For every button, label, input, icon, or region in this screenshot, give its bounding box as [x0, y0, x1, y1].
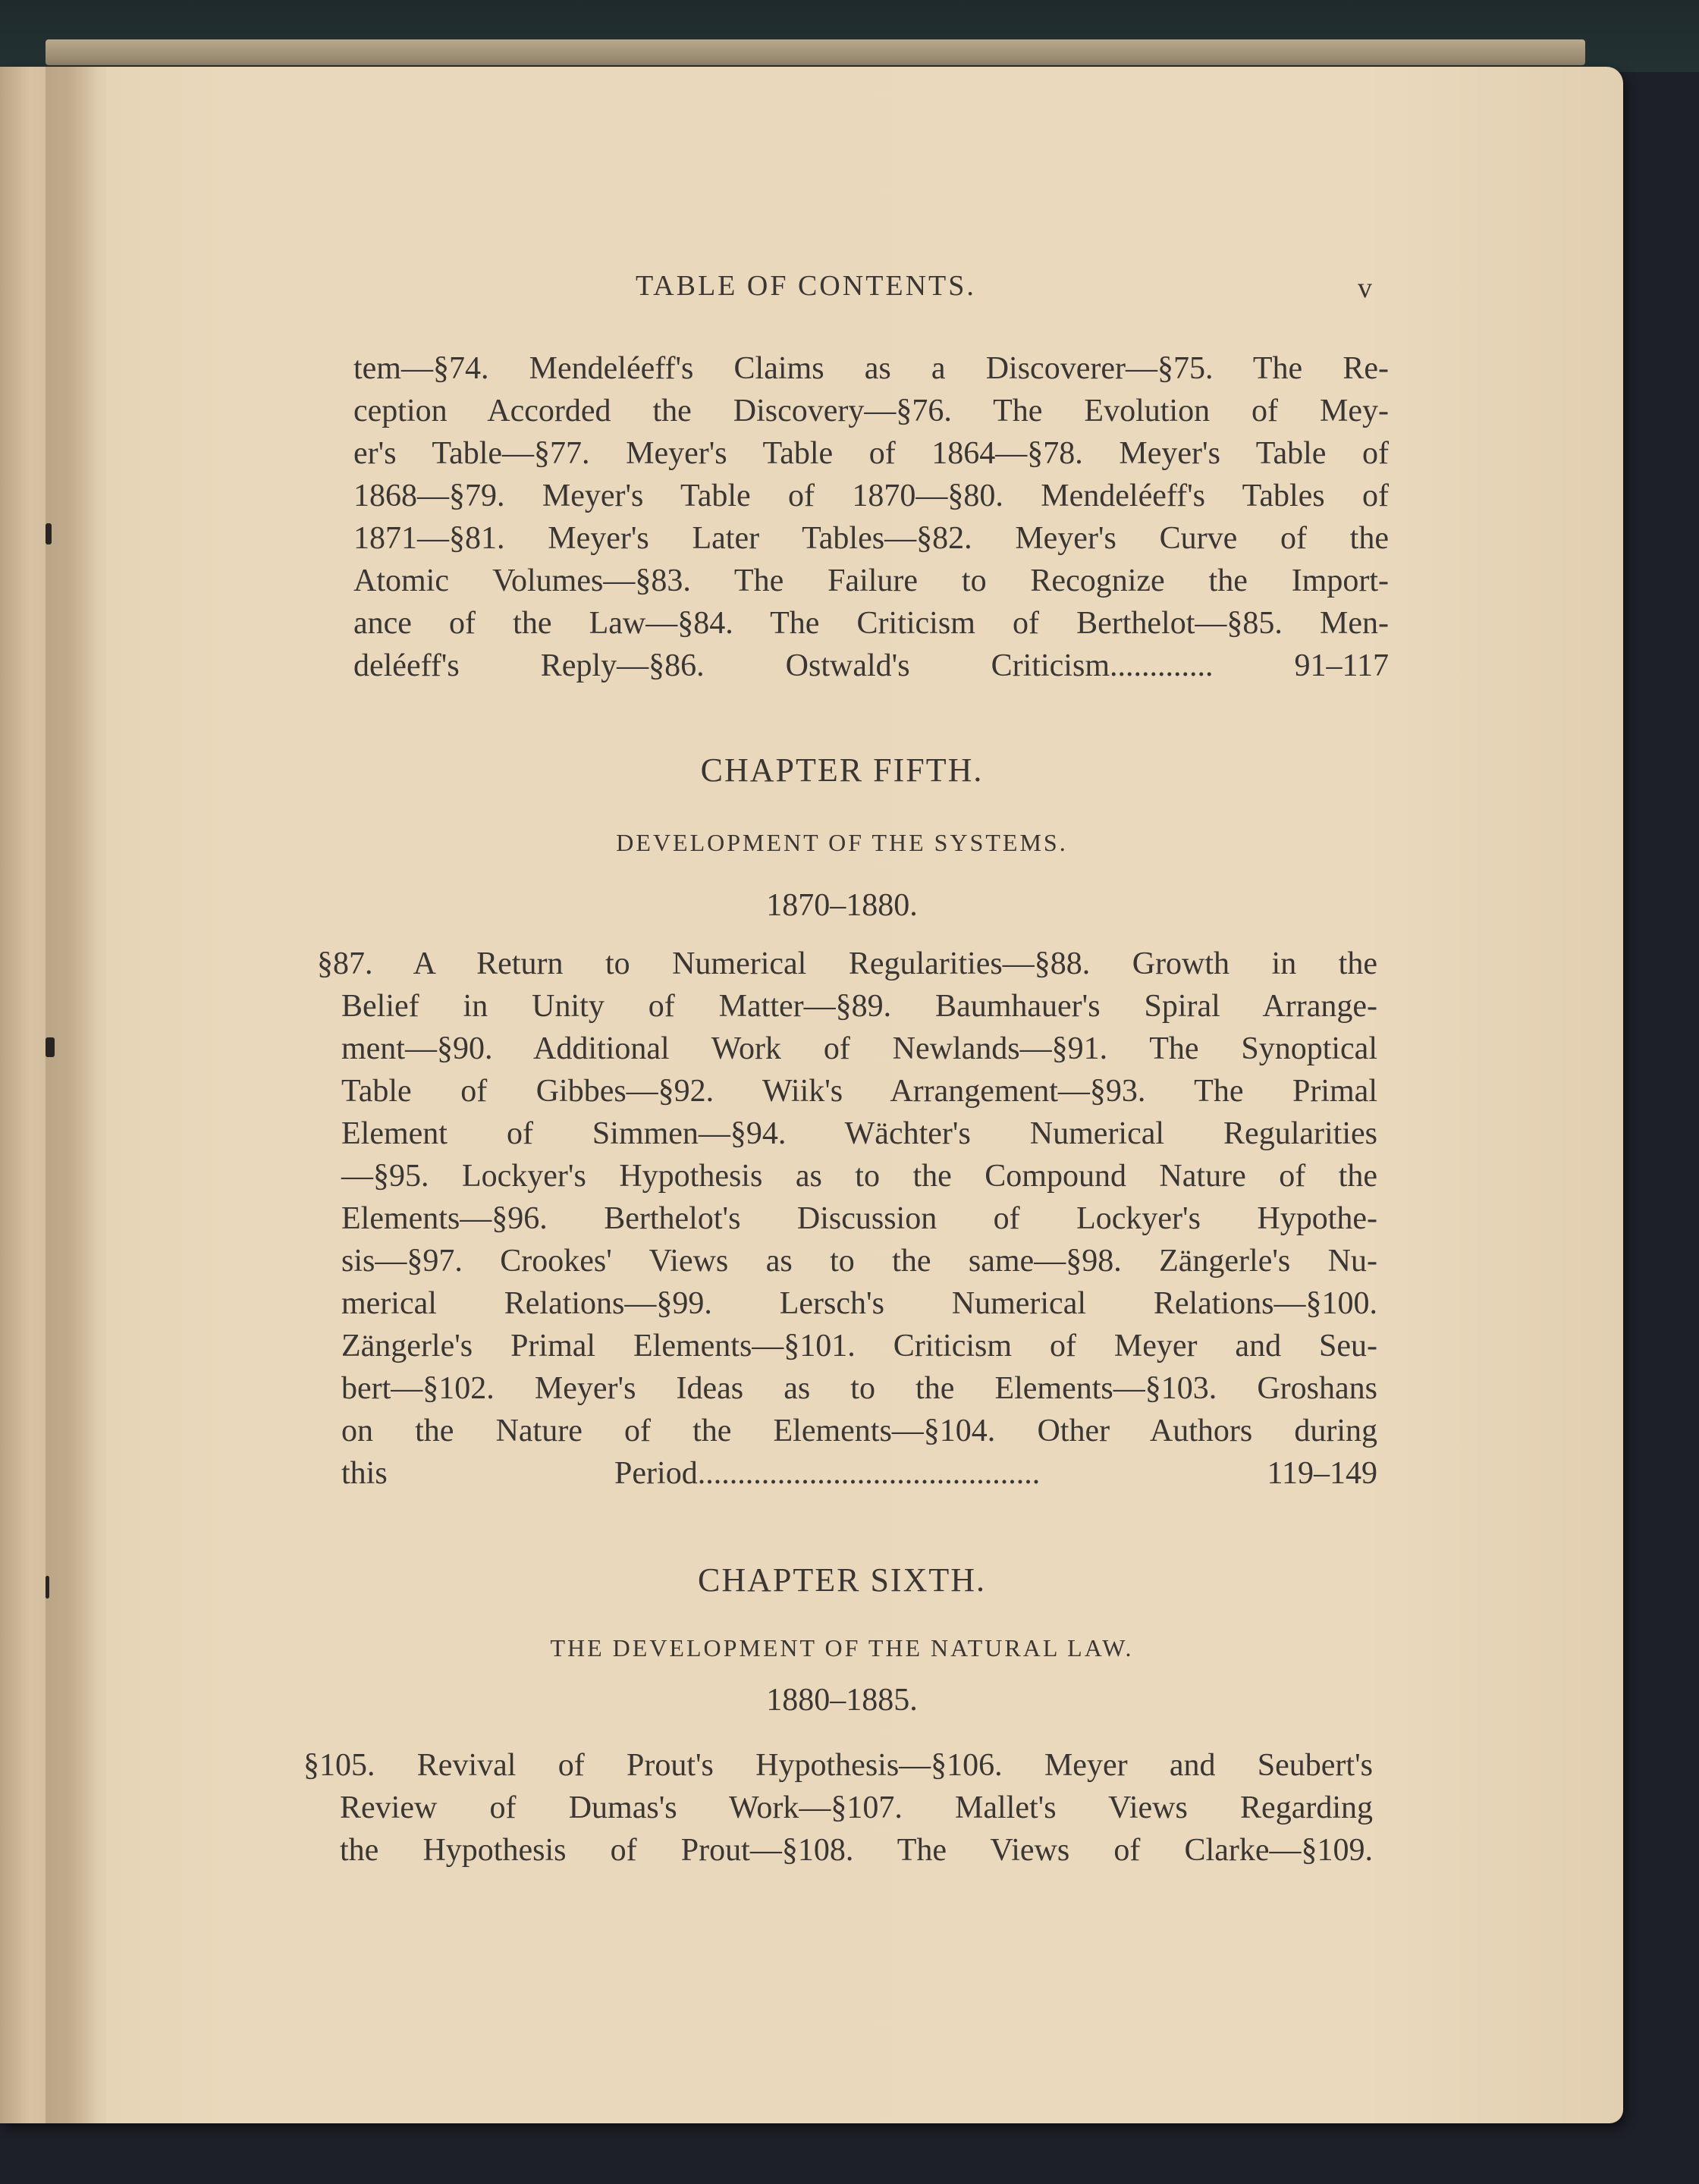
- chapter-dates: 1880–1885.: [766, 1683, 918, 1718]
- toc-line: sis—§97. Crookes' Views as to the same—§98. Zängerle's Nu-: [341, 1244, 1377, 1279]
- page-edges: [46, 39, 1585, 65]
- chapter-sixth-contents: [303, 1744, 1373, 1872]
- chapter-dates: 1870–1880.: [766, 888, 918, 923]
- running-title: TABLE OF CONTENTS.: [636, 270, 976, 302]
- toc-line: Belief in Unity of Matter—§89. Baumhauer's Spiral Arrange-: [341, 989, 1377, 1024]
- toc-line: deléeff's Reply—§86. Ostwald's Criticism............. 91–117: [353, 648, 1389, 683]
- chapter-subtitle: THE DEVELOPMENT OF THE NATURAL LAW.: [550, 1634, 1134, 1662]
- toc-line: merical Relations—§99. Lersch's Numerical Relations—§100.: [341, 1286, 1377, 1321]
- toc-line: Atomic Volumes—§83. The Failure to Recognize the Import-: [353, 563, 1389, 598]
- margin-mark: [46, 523, 52, 544]
- toc-line: Elements—§96. Berthelot's Discussion of Lockyer's Hypothe-: [341, 1201, 1377, 1236]
- toc-line: 1871—§81. Meyer's Later Tables—§82. Meyer's Curve of the: [353, 521, 1389, 556]
- toc-line: Element of Simmen—§94. Wächter's Numerical Regularities: [341, 1116, 1377, 1151]
- page-gutter: [46, 67, 106, 2123]
- toc-line: on the Nature of the Elements—§104. Other Authors during: [341, 1414, 1377, 1448]
- toc-line: 1868—§79. Meyer's Table of 1870—§80. Mendeléeff's Tables of: [353, 479, 1389, 513]
- toc-line: §87. A Return to Numerical Regularities—§88. Growth in the: [317, 946, 1377, 981]
- toc-line: bert—§102. Meyer's Ideas as to the Elements—§103. Groshans: [341, 1371, 1377, 1406]
- toc-line: ment—§90. Additional Work of Newlands—§91. The Synoptical: [341, 1031, 1377, 1066]
- chapter-heading: CHAPTER SIXTH.: [697, 1561, 987, 1599]
- toc-line: er's Table—§77. Meyer's Table of 1864—§78. Meyer's Table of: [353, 436, 1389, 471]
- toc-line: Review of Dumas's Work—§107. Mallet's Views Regarding: [340, 1790, 1373, 1825]
- chapter-fifth-contents: [317, 943, 1377, 1495]
- margin-mark: [46, 1037, 55, 1057]
- toc-line: the Hypothesis of Prout—§108. The Views of Clarke—§109.: [340, 1833, 1373, 1868]
- margin-mark: [46, 1576, 49, 1599]
- chapter-subtitle: DEVELOPMENT OF THE SYSTEMS.: [616, 829, 1068, 856]
- toc-line: tem—§74. Mendeléeff's Claims as a Discoverer—§75. The Re-: [353, 351, 1389, 386]
- toc-line: ance of the Law—§84. The Criticism of Berthelot—§85. Men-: [353, 606, 1389, 641]
- toc-line: §105. Revival of Prout's Hypothesis—§106. Meyer and Seubert's: [303, 1748, 1373, 1783]
- toc-line: Table of Gibbes—§92. Wiik's Arrangement—§93. The Primal: [341, 1074, 1377, 1109]
- toc-line: this Period........................................... 119–149: [341, 1456, 1377, 1491]
- toc-line: —§95. Lockyer's Hypothesis as to the Compound Nature of the: [341, 1159, 1377, 1194]
- continued-contents: [353, 347, 1389, 687]
- chapter-heading: CHAPTER FIFTH.: [700, 752, 984, 789]
- toc-line: Zängerle's Primal Elements—§101. Criticism of Meyer and Seu-: [341, 1329, 1377, 1363]
- toc-line: ception Accorded the Discovery—§76. The Evolution of Mey-: [353, 394, 1389, 428]
- page-number: v: [1358, 272, 1372, 304]
